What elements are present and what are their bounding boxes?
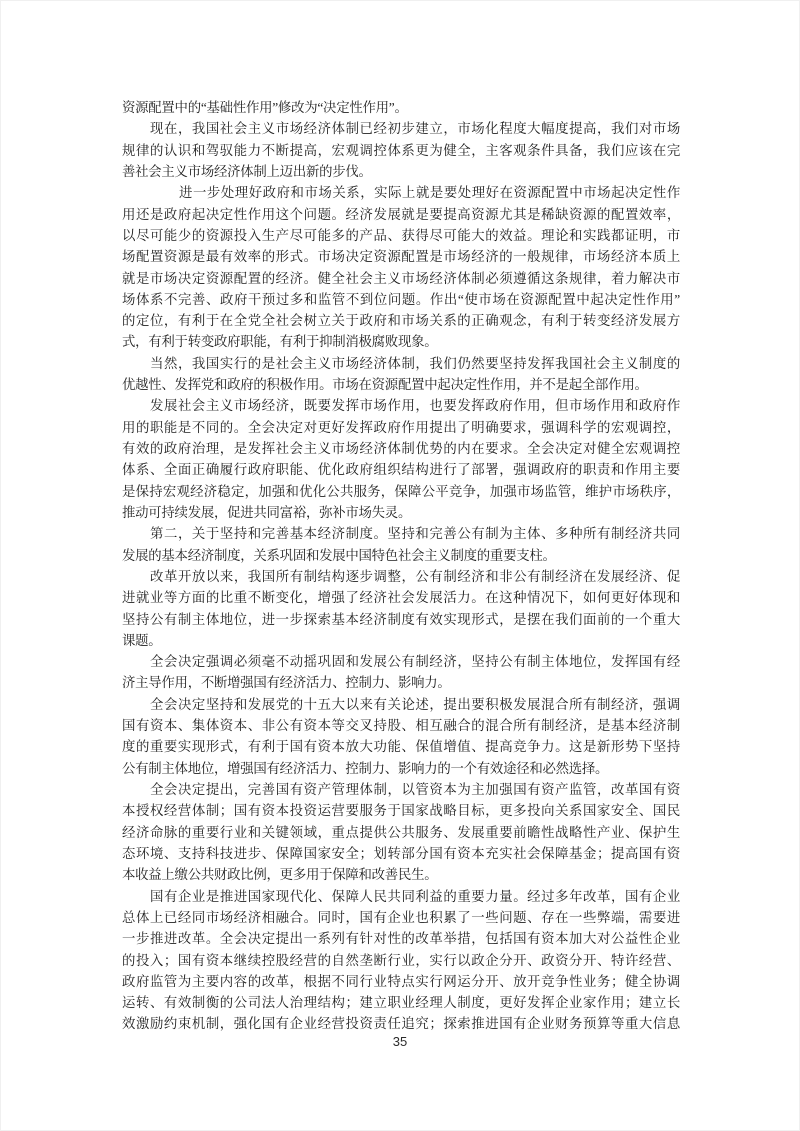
paragraph — [122, 779, 680, 886]
text-line: 本授权经营体制；国有资本投资运营要服务于国家战略目标，更多投向关系国家安全、国民 — [122, 803, 680, 819]
text-line: 式，有利于转变政府职能，有利于抑制消极腐败现象。 — [122, 334, 438, 350]
text-line: 全会决定坚持和发展党的十五大以来有关论述，提出要积极发展混合所有制经济，强调 — [150, 696, 680, 712]
text-line: 运转、有效制衡的公司法人治理结构；建立职业经理人制度，更好发挥企业家作用；建立长 — [122, 995, 680, 1011]
text-line: 第二，关于坚持和完善基本经济制度。坚持和完善公有制为主体、多种所有制经济共同 — [150, 526, 680, 542]
text-line: 进一步处理好政府和市场关系，实际上就是要处理好在资源配置中市场起决定性作 — [179, 185, 680, 201]
text-line: 本收益上缴公共财政比例，更多用于保障和改善民生。 — [122, 867, 438, 883]
text-line: 优越性、发挥党和政府的积极作用。市场在资源配置中起决定性作用，并不是起全部作用。 — [122, 377, 648, 393]
text-line: 场配置资源是最有效率的形式。市场决定资源配置是市场经济的一般规律，市场经济本质上 — [122, 249, 680, 265]
text-line: 公有制主体地位，增强国有经济活力、控制力、影响力的一个有效途径和必然选择。 — [122, 760, 609, 776]
paragraph — [122, 886, 680, 1035]
paragraph — [122, 182, 680, 353]
text-line: 发展的基本经济制度，关系巩固和发展中国特色社会主义制度的重要支柱。 — [122, 547, 556, 563]
text-line: 资源配置中的“基础性作用”修改为“决定性作用”。 — [122, 100, 408, 115]
paragraph — [122, 118, 680, 182]
text-line: 的投入；国有资本继续控股经营的自然垄断行业，实行以政企分开、政资分开、特许经营、 — [122, 952, 680, 968]
text-line: 一步推进改革。全会决定提出一系列有针对性的改革举措，包括国有资本加大对公益性企业 — [122, 931, 680, 947]
paragraph — [122, 97, 680, 118]
paragraph — [122, 353, 680, 396]
text-line: 发展社会主义市场经济，既要发挥市场作用，也要发挥政府作用，但市场作用和政府作 — [150, 398, 680, 414]
paragraph — [122, 651, 680, 694]
text-line: 全会决定强调必须毫不动摇巩固和发展公有制经济，坚持公有制主体地位，发挥国有经 — [150, 654, 680, 670]
text-line: 有效的政府治理，是发挥社会主义市场经济体制优势的内在要求。全会决定对健全宏观调控 — [122, 441, 680, 456]
text-line: 现在，我国社会主义市场经济体制已经初步建立，市场化程度大幅度提高，我们对市场 — [150, 121, 680, 137]
text-line: 济主导作用，不断增强国有经济活力、控制力、影响力。 — [122, 675, 451, 691]
paragraph — [122, 523, 680, 566]
paragraph — [122, 694, 680, 779]
text-line: 改革开放以来，我国所有制结构逐步调整，公有制经济和非公有制经济在发展经济、促 — [150, 568, 680, 584]
text-line: 用还是政府起决定性作用这个问题。经济发展就是要提高资源尤其是稀缺资源的配置效率， — [122, 206, 680, 222]
paragraph — [122, 566, 680, 651]
text-line: 用的职能是不同的。全会决定对更好发挥政府作用提出了明确要求，强调科学的宏观调控， — [122, 419, 680, 435]
text-line: 坚持公有制主体地位，进一步探索基本经济制度有效实现形式，是摆在我们面前的一个重大 — [122, 611, 680, 627]
page-number: 35 — [392, 1034, 408, 1049]
text-line: 体系、全面正确履行政府职能、优化政府组织结构进行了部署，强调政府的职责和作用主要 — [122, 462, 680, 478]
text-line: 国有企业是推进国家现代化、保障人民共同利益的重要力量。经过多年改革，国有企业 — [150, 888, 680, 904]
text-line: 效激励约束机制，强化国有企业经营投资责任追究；探索推进国有企业财务预算等重大信息 — [122, 1016, 680, 1032]
text-line: 总体上已经同市场经济相融合。同时，国有企业也积累了一些问题、存在一些弊端，需要进 — [122, 909, 680, 925]
text-line: 推动可持续发展，促进共同富裕，弥补市场失灵。 — [122, 504, 412, 520]
text-line: 进就业等方面的比重不断变化，增强了经济社会发展活力。在这种情况下，如何更好体现和 — [122, 590, 680, 606]
text-line: 经济命脉的重要行业和关键领域，重点提供公共服务、发展重要前瞻性战略性产业、保护生 — [122, 824, 680, 840]
text-line: 是保持宏观经济稳定，加强和优化公共服务，保障公平竞争，加强市场监管，维护市场秩序， — [122, 483, 680, 499]
text-line: 全会决定提出，完善国有资产管理体制，以管资本为主加强国有资产监管，改革国有资 — [150, 782, 680, 797]
text-line: 就是市场决定资源配置的经济。健全社会主义市场经济体制必须遵循这条规律，着力解决市 — [122, 270, 680, 286]
document-body — [122, 97, 680, 1035]
text-line: 善社会主义市场经济体制上迈出新的步伐。 — [122, 163, 372, 179]
text-line: 课题。 — [122, 632, 162, 648]
text-line: 以尽可能少的资源投入生产尽可能多的产品、获得尽可能大的效益。理论和实践都证明，市 — [122, 227, 680, 243]
text-line: 政府监管为主要内容的改革，根据不同行业特点实行网运分开、放开竞争性业务；健全协调 — [122, 973, 680, 989]
text-line: 度的重要实现形式，有利于国有资本放大功能、保值增值、提高竞争力。这是新形势下坚持 — [122, 739, 680, 755]
text-line: 国有资本、集体资本、非公有资本等交叉持股、相互融合的混合所有制经济，是基本经济制 — [122, 718, 680, 734]
paragraph — [122, 395, 680, 523]
text-line: 规律的认识和驾驭能力不断提高，宏观调控体系更为健全，主客观条件具备，我们应该在完 — [122, 142, 680, 158]
text-line: 场体系不完善、政府干预过多和监管不到位问题。作出“使市场在资源配置中起决定性作用” — [122, 291, 680, 307]
text-line: 当然，我国实行的是社会主义市场经济体制，我们仍然要坚持发挥我国社会主义制度的 — [150, 355, 680, 371]
text-line: 的定位，有利于在全党全社会树立关于政府和市场关系的正确观念，有利于转变经济发展方 — [122, 313, 680, 329]
text-line: 态环境、支持科技进步、保障国家安全；划转部分国有资本充实社会保障基金；提高国有资 — [122, 845, 680, 861]
